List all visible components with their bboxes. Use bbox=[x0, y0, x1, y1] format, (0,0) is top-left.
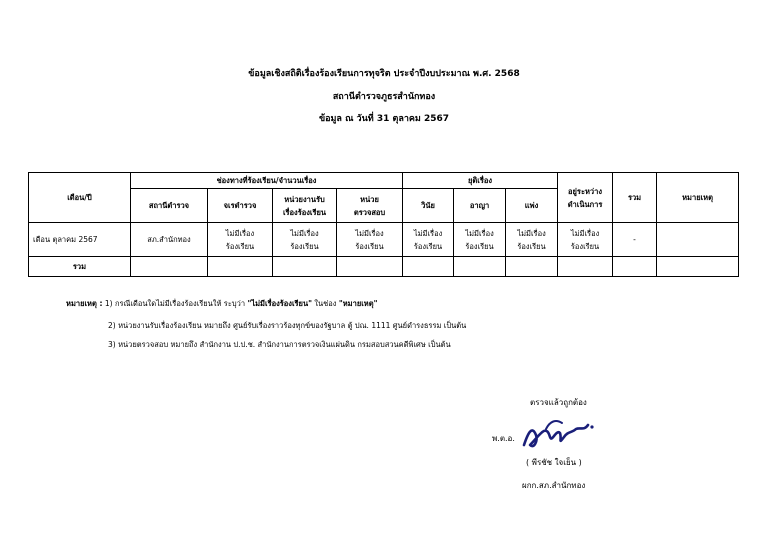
col-pending-header: อยู่ระหว่าง ดำเนินการ bbox=[558, 173, 613, 223]
total-cell bbox=[337, 257, 403, 277]
note-1: หมายเหตุ : 1) กรณีเดือนใดไม่มีเรื่องร้องเรียนให้ ระบุว่า "ไม่มีเรื่องร้องเรียน" ในช่อง "หมายเหตุ" bbox=[66, 299, 378, 308]
note-3: 3) หน่วยตรวจสอบ หมายถึง สำนักงาน ป.ป.ช. สำนักงานการตรวจเงินแผ่นดิน กรมสอบสวนคดีพิเศษ เป็นต้น bbox=[108, 340, 451, 349]
total-cell bbox=[403, 257, 454, 277]
cell-criminal: ไม่มีเรื่อง ร้องเรียน bbox=[454, 223, 506, 257]
channels-group-header: ช่องทางที่ร้องเรียน/จำนวนเรื่อง bbox=[131, 173, 403, 189]
cell-audit: ไม่มีเรื่อง ร้องเรียน bbox=[337, 223, 403, 257]
total-row bbox=[29, 257, 739, 277]
total-cell bbox=[208, 257, 273, 277]
note-label: หมายเหตุ : bbox=[66, 299, 103, 308]
complaint-stats-table bbox=[28, 172, 739, 277]
signer-position: ผกก.สภ.สำนักทอง bbox=[522, 481, 586, 490]
cell-month: เดือน ตุลาคม 2567 bbox=[29, 223, 131, 257]
col-total-header: รวม bbox=[613, 173, 657, 223]
col-criminal-header: อาญา bbox=[454, 189, 506, 223]
cell-remark bbox=[657, 223, 739, 257]
header-row-1 bbox=[29, 173, 739, 189]
col-police-header: จเรตำรวจ bbox=[208, 189, 273, 223]
cell-civil: ไม่มีเรื่อง ร้องเรียน bbox=[506, 223, 558, 257]
cell-pending: ไม่มีเรื่อง ร้องเรียน bbox=[558, 223, 613, 257]
cell-total: - bbox=[613, 223, 657, 257]
verified-text: ตรวจแล้วถูกต้อง bbox=[530, 398, 587, 407]
signer-rank: พ.ต.อ. bbox=[492, 434, 515, 443]
document-title: ข้อมูลเชิงสถิติเรื่องร้องเรียนการทุจริต ประจำปีงบประมาณ พ.ศ. 2568 bbox=[248, 69, 520, 79]
signer-name: ( พีรชัช ใจเย็น ) bbox=[526, 458, 582, 467]
total-cell bbox=[131, 257, 208, 277]
col-month-header: เดือน/ปี bbox=[29, 173, 131, 223]
col-audit-header: หน่วย ตรวจสอบ bbox=[337, 189, 403, 223]
col-station-header: สถานีตำรวจ bbox=[131, 189, 208, 223]
handwritten-signature bbox=[518, 415, 598, 455]
cell-agency: ไม่มีเรื่อง ร้องเรียน bbox=[273, 223, 337, 257]
note-2: 2) หน่วยงานรับเรื่องร้องเรียน หมายถึง ศูนย์รับเรื่องราวร้องทุกข์ของรัฐบาล ตู้ ปณ. 1111 ศูนย์ดำรงธรรม เป็นต้น bbox=[108, 321, 467, 330]
total-cell bbox=[657, 257, 739, 277]
col-agency-header: หน่วยงานรับ เรื่องร้องเรียน bbox=[273, 189, 337, 223]
total-cell bbox=[613, 257, 657, 277]
col-civil-header: แพ่ง bbox=[506, 189, 558, 223]
col-remark-header: หมายเหตุ bbox=[657, 173, 739, 223]
station-name: สถานีตำรวจภูธรสำนักทอง bbox=[332, 92, 436, 102]
total-cell bbox=[558, 257, 613, 277]
col-discipline-header: วินัย bbox=[403, 189, 454, 223]
data-date: ข้อมูล ณ วันที่ 31 ตุลาคม 2567 bbox=[318, 114, 450, 124]
total-cell bbox=[273, 257, 337, 277]
total-row-label: รวม bbox=[29, 257, 131, 277]
closed-group-header: ยุติเรื่อง bbox=[403, 173, 558, 189]
total-cell bbox=[506, 257, 558, 277]
total-cell bbox=[454, 257, 506, 277]
cell-police: ไม่มีเรื่อง ร้องเรียน bbox=[208, 223, 273, 257]
cell-station: สภ.สำนักทอง bbox=[131, 223, 208, 257]
cell-discipline: ไม่มีเรื่อง ร้องเรียน bbox=[403, 223, 454, 257]
table-row bbox=[29, 223, 739, 257]
